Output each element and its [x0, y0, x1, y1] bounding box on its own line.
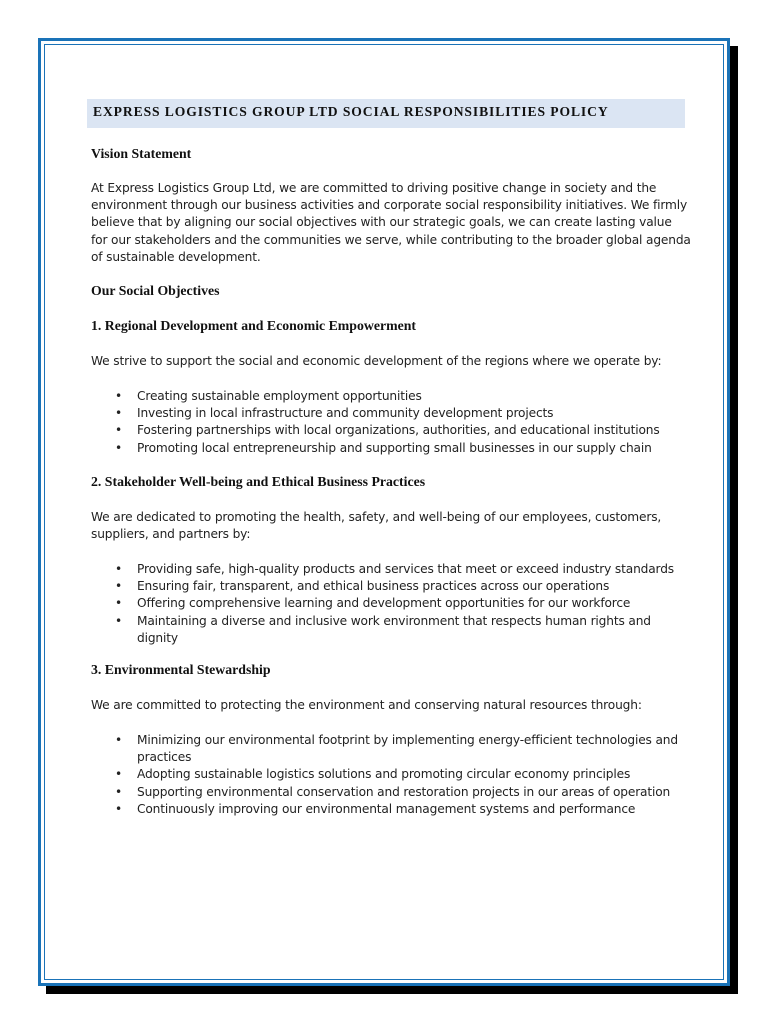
list-item — [91, 388, 691, 405]
bullet-icon: • — [115, 579, 123, 594]
objectives-heading: Our Social Objectives — [91, 283, 220, 298]
section-heading: 3. Environmental Stewardship — [91, 662, 271, 677]
list-item — [91, 422, 691, 439]
list-item-text: Adopting sustainable logistics solutions and promoting circular economy principles — [137, 767, 631, 782]
vision-paragraph: At Express Logistics Group Ltd, we are committed to driving positive change in society and the environment through our business activities and corporate social responsibility initiatives. We firmly believe that by aligning our social objectives with our strategic goals, we can create lasting value for our stakeholders and the communities we serve, while contributing to the broader global agenda of sustainable development. — [91, 181, 691, 264]
list-item-text: Providing safe, high-quality products and services that meet or exceed industry standards — [137, 562, 674, 576]
bullet-list — [91, 732, 691, 818]
page-border — [38, 38, 730, 986]
document-title: EXPRESS LOGISTICS GROUP LTD SOCIAL RESPONSIBILITIES POLICY — [93, 104, 609, 119]
list-item — [91, 595, 691, 612]
section-heading: 2. Stakeholder Well-being and Ethical Business Practices — [91, 474, 426, 489]
list-item-text: Offering comprehensive learning and development opportunities for our workforce — [137, 596, 631, 611]
list-item — [91, 784, 691, 801]
section-heading: 1. Regional Development and Economic Empowerment — [91, 318, 416, 333]
bullet-icon: • — [115, 733, 123, 747]
list-item-text: Maintaining a diverse and inclusive work environment that respects human rights and dignity — [137, 613, 651, 645]
list-item — [91, 766, 691, 783]
section-intro: We are dedicated to promoting the health, safety, and well-being of our employees, customers, suppliers, and partners by: — [91, 510, 662, 542]
list-item-text: Promoting local entrepreneurship and supporting small businesses in our supply chain — [137, 440, 652, 455]
section-intro: We are committed to protecting the environment and conserving natural resources through: — [91, 698, 642, 712]
bullet-icon: • — [115, 784, 123, 799]
bullet-icon: • — [115, 767, 123, 782]
list-item-text: Fostering partnerships with local organizations, authorities, and educational institutions — [137, 423, 660, 438]
section-intro: We strive to support the social and economic development of the regions where we operate by: — [91, 354, 662, 368]
list-item-text: Minimizing our environmental footprint by implementing energy-efficient technologies and practices — [137, 733, 678, 765]
bullet-icon: • — [115, 389, 123, 403]
list-item — [91, 440, 691, 457]
bullet-icon: • — [115, 613, 123, 628]
list-item-text: Continuously improving our environmental management systems and performance — [137, 801, 636, 816]
bullet-list — [91, 388, 691, 457]
bullet-icon: • — [115, 440, 123, 455]
bullet-list — [91, 561, 691, 647]
list-item — [91, 613, 691, 647]
list-item-text: Investing in local infrastructure and community development projects — [137, 406, 554, 421]
bullet-icon: • — [115, 801, 123, 816]
list-item-text: Supporting environmental conservation and restoration projects in our areas of operation — [137, 784, 671, 799]
bullet-icon: • — [115, 406, 123, 421]
list-item — [91, 405, 691, 422]
vision-heading: Vision Statement — [91, 146, 192, 161]
list-item-text: Creating sustainable employment opportunities — [137, 389, 422, 403]
list-item — [91, 561, 691, 578]
bullet-icon: • — [115, 596, 123, 611]
list-item-text: Ensuring fair, transparent, and ethical business practices across our operations — [137, 579, 610, 594]
list-item — [91, 801, 691, 818]
bullet-icon: • — [115, 423, 123, 438]
list-item — [91, 732, 691, 766]
title-band — [87, 99, 685, 128]
bullet-icon: • — [115, 562, 123, 576]
list-item — [91, 578, 691, 595]
